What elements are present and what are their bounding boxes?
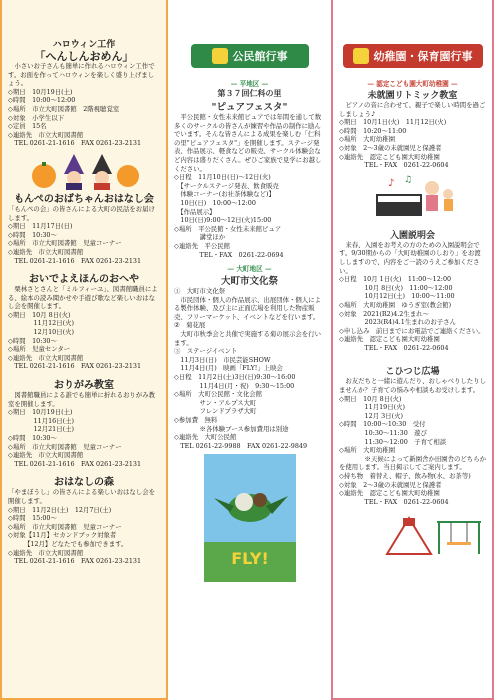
setsumei-body: 来春、入園をお考えの方のための入園説明会です。9/30期からの「大町幼稚園のしおり」をお渡ししますので、内容をご一読のうえご参加ください。 ◇日程 10月 1日(火) 11:00～12:00 10月 8日(火) 11:00～12:00 10月12日(土) 10:00～11:00 ◇場所 大町幼稚園 ゆうぎ室(教会館) ◇対象 2021(R2)4.2生まれ～ 2023(R4)4.1生まれのお子さん ◇申し込み 前日までにお電話でご連絡ください。 ◇連絡先 認定こども園大町幼稚園 TEL・FAX 0261-22-0604	[339, 240, 485, 352]
monbe-body: 「もんぺの会」の皆さんによる大町の民話をお届けします。 ◇期日 11月17日(日) ◇時間 10:30～ ◇場所 市立大町図書館 児童コーナー ◇連絡先 市立大町図書館 TEL 0261-21-1616 FAX 0261-23-2131	[8, 204, 155, 265]
hiroba-body: お友だちと一緒に遊んだり、おしゃべりしたりしませんか？子育ての悩みや相談もお受けします。 ◇期日 10月 8日(火) 11月19日(火) 12月 3日(火) ◇時間 10:00～10:30 受付 10:30～11:30 遊び 11:30～12:00 子育て相談 ◇場所 大町幼稚園 ※天候によって新園舎か田園舎のどちらかを使用します。当日掲示してご案内します。 ◇持ち物 着替え、帽子、飲み物(水、お茶等) ◇対象 2～3歳の未就園児と保護者 ◇連絡先 認定こども園大町幼稚園 TEL・FAX 0261-22-0604	[339, 377, 486, 506]
kominkan-header	[191, 44, 309, 68]
ehon-title: おいでよえほんのおへや	[29, 274, 139, 286]
hiroba-title: こひつじ広場	[385, 367, 440, 378]
omachi-title: 大町市文化祭	[220, 276, 278, 288]
rhythm-body: ピアノの音に合わせて、親子で楽しい時間を過ごしましょう♪ ◇期日 10月1日(火) 11月12日(火) ◇時間 10:20～11:00 ◇場所 大町幼稚園 ◇対象 2～3歳の未就園児と保護者 ◇連絡先 認定こども園大町幼稚園 TEL・FAX 0261-22-0604	[339, 101, 486, 170]
omachi-section	[168, 263, 331, 582]
school-icon	[353, 48, 369, 64]
kominkan-header-label: 公民館行事	[232, 50, 288, 63]
halloween-body: 小さいお子さんも簡単に作れるハロウィン工作です。お面を作ってハロウィンを楽しく盛り上げましょう。 ◇期日 10月19日(土) ◇時間 10:00～12:00 ◇場所 市立大町図書館 2階視聴覚室 ◇対象 小学生以下 ◇定員 15名 ◇連絡先 市立大町図書館 TEL 0261-21-1616 FAX 0261-23-2131	[8, 62, 155, 148]
setsumei-title: 入園説明会	[389, 230, 435, 241]
omachi-area: — 大町地区 —	[227, 265, 272, 274]
mori-title: おはなしの森	[54, 477, 114, 489]
omachi-area-label: 大町地区	[236, 265, 263, 274]
halloween-illustration	[24, 150, 144, 190]
taira-area: — 平地区 —	[230, 80, 269, 88]
monbe-section	[2, 194, 166, 265]
kindergarten-column	[331, 0, 494, 700]
poster-title: FLY!	[230, 549, 269, 569]
halloween-section	[2, 0, 166, 190]
rhythm-title: 未就園リトミック教室	[367, 91, 458, 101]
setsumei-section	[333, 228, 492, 353]
monbe-title: もんぺのおばちゃんおはなし会	[14, 193, 154, 205]
taira-section	[168, 78, 331, 259]
svg-text:♪: ♪	[387, 177, 394, 189]
fly-movie-poster	[204, 454, 296, 582]
taira-title2: "ピュアフェスタ"	[211, 102, 288, 113]
building-icon	[212, 48, 228, 64]
piano-illustration	[368, 172, 458, 222]
origami-section	[2, 380, 166, 468]
hiroba-section	[333, 364, 492, 556]
kominkan-column	[168, 0, 331, 700]
ehon-body: 栗林さとさんと「ミルフィーユ」、図書館職員による、絵本の読み聞かせや手遊び歌など楽しいおはなし会を開催します。 ◇期日 10月 8日(火) 11月12日(火) 12月10日(火) ◇時間 10:30～ ◇場所 児童センター ◇連絡先 市立大町図書館 TEL 0261-21-1616 FAX 0261-23-2131	[8, 285, 158, 371]
playground-illustration	[379, 508, 489, 556]
taira-body: 平公民館・女性未来館ピュアでは年間を通して数多くのサークルの皆さんが練習や作品の制作に励んでいます。そんな皆さんによる成果を楽しむ「仁科の里"ピュアフェスタ"」を開催します。ステージ発表、作品展示、軽食などの販売、サークル体験会など内容は盛りだくさん。ぜひご家族で見学にお越しください。 ◇日程 11月10日(日)～12日(火) 【サークルステージ発表、飲食販売 体験コーナー(お社茶体験など)】 10日(日) 10:00～12:00 【作品展示】 10日(日)9:00～12日(火)15:00 ◇場所 平公民館・女性未来館ピュア 講堂ほか ◇連絡先 平公民館 TEL・FAX 0261-22-0694	[174, 113, 322, 259]
kindergarten-header	[343, 44, 483, 68]
taira-title1: 第３７回仁科の里	[217, 89, 282, 98]
halloween-title: ハロウィン工作	[52, 40, 116, 50]
mori-section	[2, 477, 166, 565]
kindergarten-subheader-label: 認定こども園大町幼稚園	[376, 80, 449, 88]
origami-body: 図書館職員による誰でも簡単に折れるおりがみ教室を開催します。 ◇期日 10月19日(土) 11月16日(土) 12月21日(土) ◇時間 10:30～ ◇場所 市立大町図書館 児童コーナー ◇連絡先 市立大町図書館 TEL 0261-21-1616 FAX 0261-23-2131	[8, 391, 155, 468]
svg-text:♫: ♫	[403, 174, 412, 185]
taira-area-label: 平地区	[239, 80, 260, 88]
omachi-body: ① 大町市文化祭 市民団体・個人の作品展示、出展団体・個人による製作体験、及び主に正面広場を利用した物産販売、フリーマーケット、イベントなどを行います。 ② 菊花展 大町市秋季会と共催で実施する菊の展示会を行います。 ③ ステージイベント 11月3日(日) 市民芸能SHOW 11月4日(月) 映画「FLY!」上映会 ◇日程 11月2日(土)3日(日)9:30～16:00 11月4日(月・祝) 9:30～15:00 ◇場所 大町公民館・文化会館 サン・アルプス大町 フレンドプラザ大町 ◇参加費 無料 ※各体験ブース参加費用は別途 ◇連絡先 大町公民館 TEL 0261-22-9988 FAX 0261-22-9849	[174, 287, 321, 450]
rhythm-section	[333, 78, 492, 222]
kindergarten-subheader: — 認定こども園大町幼稚園 —	[367, 80, 458, 88]
kindergarten-header-label: 幼稚園・保育園行事	[373, 50, 473, 63]
origami-title: おりがみ教室	[54, 380, 114, 392]
ehon-section	[2, 274, 166, 371]
halloween-subtitle: 「へんしんおめん」	[34, 50, 134, 63]
mori-body: 「やまぼうし」の皆さんによる楽しいおはなし会を開催します。 ◇期日 11月2日(土) 12月7日(土) ◇時間 15:00～ ◇場所 市立大町図書館 児童コーナー ◇対象【11月】セカンドブック対象者 【12月】どなたでも参加できます。 ◇連絡先 市立大町図書館 TEL 0261-21-1616 FAX 0261-23-2131	[8, 488, 155, 566]
library-events-column	[0, 0, 168, 700]
